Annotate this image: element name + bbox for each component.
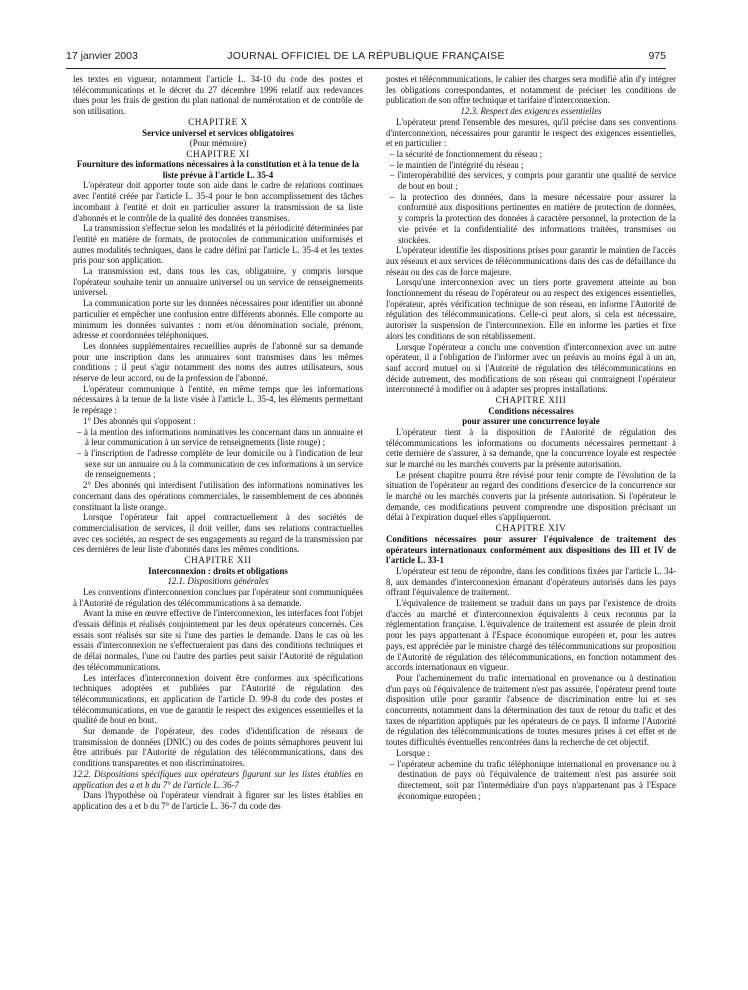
paragraph: Avant la mise en œuvre effective de l'interconnexion, les interfaces font l'objet d'essais définis et réalisés conjointement par les deux opérateurs concernés. Ces essais sont réalisés sur site si l'une des parties le demande. Dans le cas où les essais d'interconnexion ne s'effectueraient pas dans des conditions techniques et de délai normales, l'une ou l'autre des parties peut saisir l'Autorité de régulation des télécommunications. bbox=[73, 608, 363, 672]
header-date: 17 janvier 2003 bbox=[66, 50, 138, 62]
chapter-heading: CHAPITRE XII bbox=[184, 555, 252, 566]
list-item: – l'opérateur achemine du trafic téléphonique international en provenance ou à destination de pays où l'équivalence de traitement n'est pas assurée soit directement, soit par l'intermédiaire d'un pays n'appartenant pas à l'Espace économique européen ; bbox=[390, 758, 676, 801]
paragraph: L'opérateur prend l'ensemble des mesures, qu'il précise dans ses conventions d'interconnexion, nécessaires pour garantir le respect des exigences essentielles, et en particulier : bbox=[386, 116, 676, 149]
list-item: – l'interopérabilité des services, y compris pour garantir une qualité de service de bout en bout ; bbox=[390, 170, 676, 192]
section-heading: 12.1. Dispositions générales bbox=[167, 576, 269, 587]
chapter-title: Conditions nécessaires pour assurer l'équivalence de traitement des opérateurs internationaux conformément aux dispositions des III et IV de l'article L. 33-1 bbox=[386, 533, 676, 566]
page-number: 975 bbox=[648, 50, 666, 62]
chapter-title: Service universel et services obligatoires bbox=[142, 127, 294, 138]
paragraph: Les conventions d'interconnexion conclues par l'opérateur sont communiquées à l'Autorité de régulation des télécommunications à sa demande. bbox=[73, 586, 363, 608]
chapter-title: Interconnexion : droits et obligations bbox=[148, 565, 288, 576]
chapter-heading: CHAPITRE XIII bbox=[495, 395, 567, 406]
journal-title: JOURNAL OFFICIEL DE LA RÉPUBLIQUE FRANÇAISE bbox=[227, 50, 505, 62]
paragraph: Dans l'hypothèse où l'opérateur viendrait à figurer sur les listes établies en application des a et b du 7° de l'article L. 36-7 du code des bbox=[73, 790, 363, 811]
list-item: – la sécurité de fonctionnement du réseau ; bbox=[390, 148, 543, 159]
paragraph: L'opérateur identifie les dispositions prises pour garantir le maintien de l'accès aux réseaux et aux services de télécommunications dans des cas de défaillance du réseau ou des cas de force majeure. bbox=[386, 245, 676, 277]
paragraph: La communication porte sur les données nécessaires pour identifier un abonné particulier et empêcher une confusion entre différents abonnés. Elle comporte au minimum les données suivantes : nom et/ou dénomination sociale, prénom, adresse et coordonnées téléphoniques. bbox=[73, 298, 363, 341]
paragraph: Sur demande de l'opérateur, des codes d'identification de réseaux de transmission de données (DNIC) ou des codes de points sémaphores peuvent lui être attribués par l'Autorité de régulation des télécommunications, dans des conditions transparentes et non discriminatoires. bbox=[73, 726, 363, 769]
paragraph: La transmission s'effectue selon les modalités et la périodicité déterminées par l'entité en matière de formats, de protocoles de communication uniformisés et autres modalités techniques, dans le cadre défini par l'article L. 35-4 et les textes pris pour son application. bbox=[73, 223, 363, 266]
section-heading: 12.3. Respect des exigences essentielles bbox=[460, 106, 602, 117]
list-item: – la protection des données, dans la mesure nécessaire pour assurer la conformité aux dispositions pertinentes en matière de protection de données, y compris la protection des données à caractère personnel, la protection de la vie privée et la confidentialité des informations traitées, transmises ou stockées. bbox=[390, 191, 676, 245]
chapter-note: (Pour mémoire) bbox=[189, 138, 247, 149]
chapter-title: pour assurer une concurrence loyale bbox=[462, 416, 600, 427]
paragraph: L'opérateur doit apporter toute son aide dans le cadre de relations continues avec l'entité créée par l'article L. 35-4 pour le bon accomplissement des tâches incombant à l'entité et doit en particulier assurer la transmission de sa liste d'abonnés et le contrôle de la qualité des données transmises. bbox=[73, 180, 363, 223]
paragraph: postes et télécommunications, le cahier des charges sera modifié afin d'y intégrer les obligations correspondantes, et notamment de préciser les conditions de publication de son offre technique et tarifaire d'interconnexion. bbox=[386, 74, 676, 106]
paragraph: L'équivalence de traitement se traduit dans un pays par l'existence de droits d'accès au marché et d'interconnexion équivalents à ceux reconnus par la réglementation française. L'équivalence de traitement est assurée de plein droit pour les pays appartenant à l'Espace économique européen et, pour les autres pays, est appréciée par le ministre chargé des télécommunications sur proposition de l'Autorité de régulation des télécommunications, en fonction notamment des accords internationaux en vigueur. bbox=[386, 598, 676, 673]
paragraph: L'opérateur communique à l'entité, en même temps que les informations nécessaires à la tenue de la liste visée à l'article L. 35-4, les éléments permettant le repérage : bbox=[73, 383, 363, 416]
paragraph: L'opérateur tient à la disposition de l'Autorité de régulation des télécommunications les informations ou documents nécessaires permettant à cette dernière de s'assurer, à sa demande, que la concurrence loyale est respectée sur le marché ou les marchés couverts par la présente autorisation. bbox=[386, 426, 676, 469]
paragraph: les textes en vigueur, notamment l'article L. 34-10 du code des postes et télécommunications et le décret du 27 décembre 1996 relatif aux redevances dues pour les frais de gestion du plan national de numérotation et de contrôle de son utilisation. bbox=[73, 74, 363, 117]
list-item: – à la mention des informations nominatives les concernant dans un annuaire et à leur communication à un service de renseignements (liste rouge) ; bbox=[77, 426, 363, 448]
left-column bbox=[73, 74, 363, 978]
paragraph: Les données supplémentaires recueillies auprès de l'abonné sur sa demande pour une inscription dans les annuaires sont transmises dans les mêmes conditions ; il peut s'agir notamment des noms des autres utilisateurs, sous réserve de leur accord, ou de la profession de l'abonné. bbox=[73, 340, 363, 384]
paragraph: L'opérateur est tenu de répondre, dans les conditions fixées par l'article L. 34-8, aux demandes d'interconnexion émanant d'opérateurs autorisés dans les pays offrant l'équivalence de traitement. bbox=[386, 565, 676, 598]
chapter-heading: CHAPITRE XIV bbox=[495, 523, 567, 534]
chapter-title: Fourniture des informations nécessaires à la constitution et à la tenue de la liste prévue à l'article L. 35-4 bbox=[76, 159, 360, 180]
section-heading: 12.2. Dispositions spécifiques aux opérateurs figurant sur les listes établies en application des a et b du 7° de l'article L. 36-7 bbox=[73, 768, 363, 790]
paragraph: Le présent chapitre pourra être révisé pour tenir compte de l'évolution de la situation de l'opérateur au regard des conditions d'exercice de la concurrence sur le marché ou les marchés couverts par la présente autorisation. Si l'opérateur le demande, ces modifications peuvent comprendre une disposition précisant un délai à l'expiration duquel elles s'appliqueront. bbox=[386, 469, 676, 523]
chapter-heading: CHAPITRE XI bbox=[186, 148, 250, 159]
paragraph: La transmission est, dans tous les cas, obligatoire, y compris lorsque l'opérateur souhaite tenir un annuaire universel ou un service de renseignements universel. bbox=[73, 266, 363, 298]
header-rule bbox=[66, 68, 666, 69]
list-item: 1° Des abonnés qui s'opposent : bbox=[83, 415, 196, 426]
paragraph: Lorsque l'opérateur fait appel contractuellement à des sociétés de commercialisation de services, il doit veiller, dans ses relations contractuelles avec ces sociétés, au respect de ses engagements au regard de la transmission par ces dernières de leur liste d'abonnés dans les mêmes conditions. bbox=[73, 512, 363, 555]
chapter-title: Conditions nécessaires bbox=[488, 405, 574, 416]
chapter-heading: CHAPITRE X bbox=[188, 116, 248, 127]
paragraph: Lorsqu'une interconnexion avec un tiers porte gravement atteinte au bon fonctionnement du réseau de l'opérateur ou au respect des exigences essentielles, l'opérateur, après vérification technique de son réseau, en informe l'Autorité de régulation des télécommunications. Celle-ci peut alors, si cela est nécessaire, autoriser la suspension de l'interconnexion. Elle en informe les parties et fixe alors les conditions de son rétablissement. bbox=[386, 277, 676, 341]
paragraph: Lorsque l'opérateur a conclu une convention d'interconnexion avec un autre opérateur, il a l'obligation de l'informer avec un préavis au moins égal à un an, sauf accord mutuel ou si l'Autorité de régulation des télécommunications en décide autrement, des modifications de son réseau qui contraignent l'opérateur interconnecté à modifier ou à adapter ses propres installations. bbox=[386, 341, 676, 395]
paragraph: Les interfaces d'interconnexion doivent être conformes aux spécifications techniques adoptées et publiées par l'Autorité de régulation des télécommunications, en application de l'article D. 99-8 du code des postes et télécommunications, en vue de garantir le respect des exigences essentielles et la qualité de bout en bout. bbox=[73, 672, 363, 726]
page-header bbox=[66, 50, 666, 66]
paragraph: Pour l'acheminement du trafic international en provenance ou à destination d'un pays où l'équivalence de traitement n'est pas assurée, l'opérateur prend toute disposition utile pour garantir l'absence de discrimination entre lui et ses concurrents, notamment dans la détermination des taux de retour du trafic et des taxes de répartition appliqués par les opérateurs de ce pays. Il informe l'Autorité de régulation des télécommunications de toutes mesures prises à cet effet et de toutes difficultés éventuelles rencontrées dans la recherche de cet objectif. bbox=[386, 672, 676, 748]
right-column bbox=[386, 74, 676, 978]
list-item: 2° Des abonnés qui interdisent l'utilisation des informations nominatives les concernant dans des opérations commerciales, le rassemblement de ces abonnés constituant la liste orange. bbox=[73, 480, 363, 512]
list-item: – le maintien de l'intégrité du réseau ; bbox=[390, 159, 524, 170]
paragraph: Lorsque : bbox=[396, 747, 430, 758]
list-item: – à l'inscription de l'adresse complète de leur domicile ou à l'indication de leur sexe sur un annuaire ou à la communication de ces informations à un service de renseignements ; bbox=[77, 448, 363, 480]
